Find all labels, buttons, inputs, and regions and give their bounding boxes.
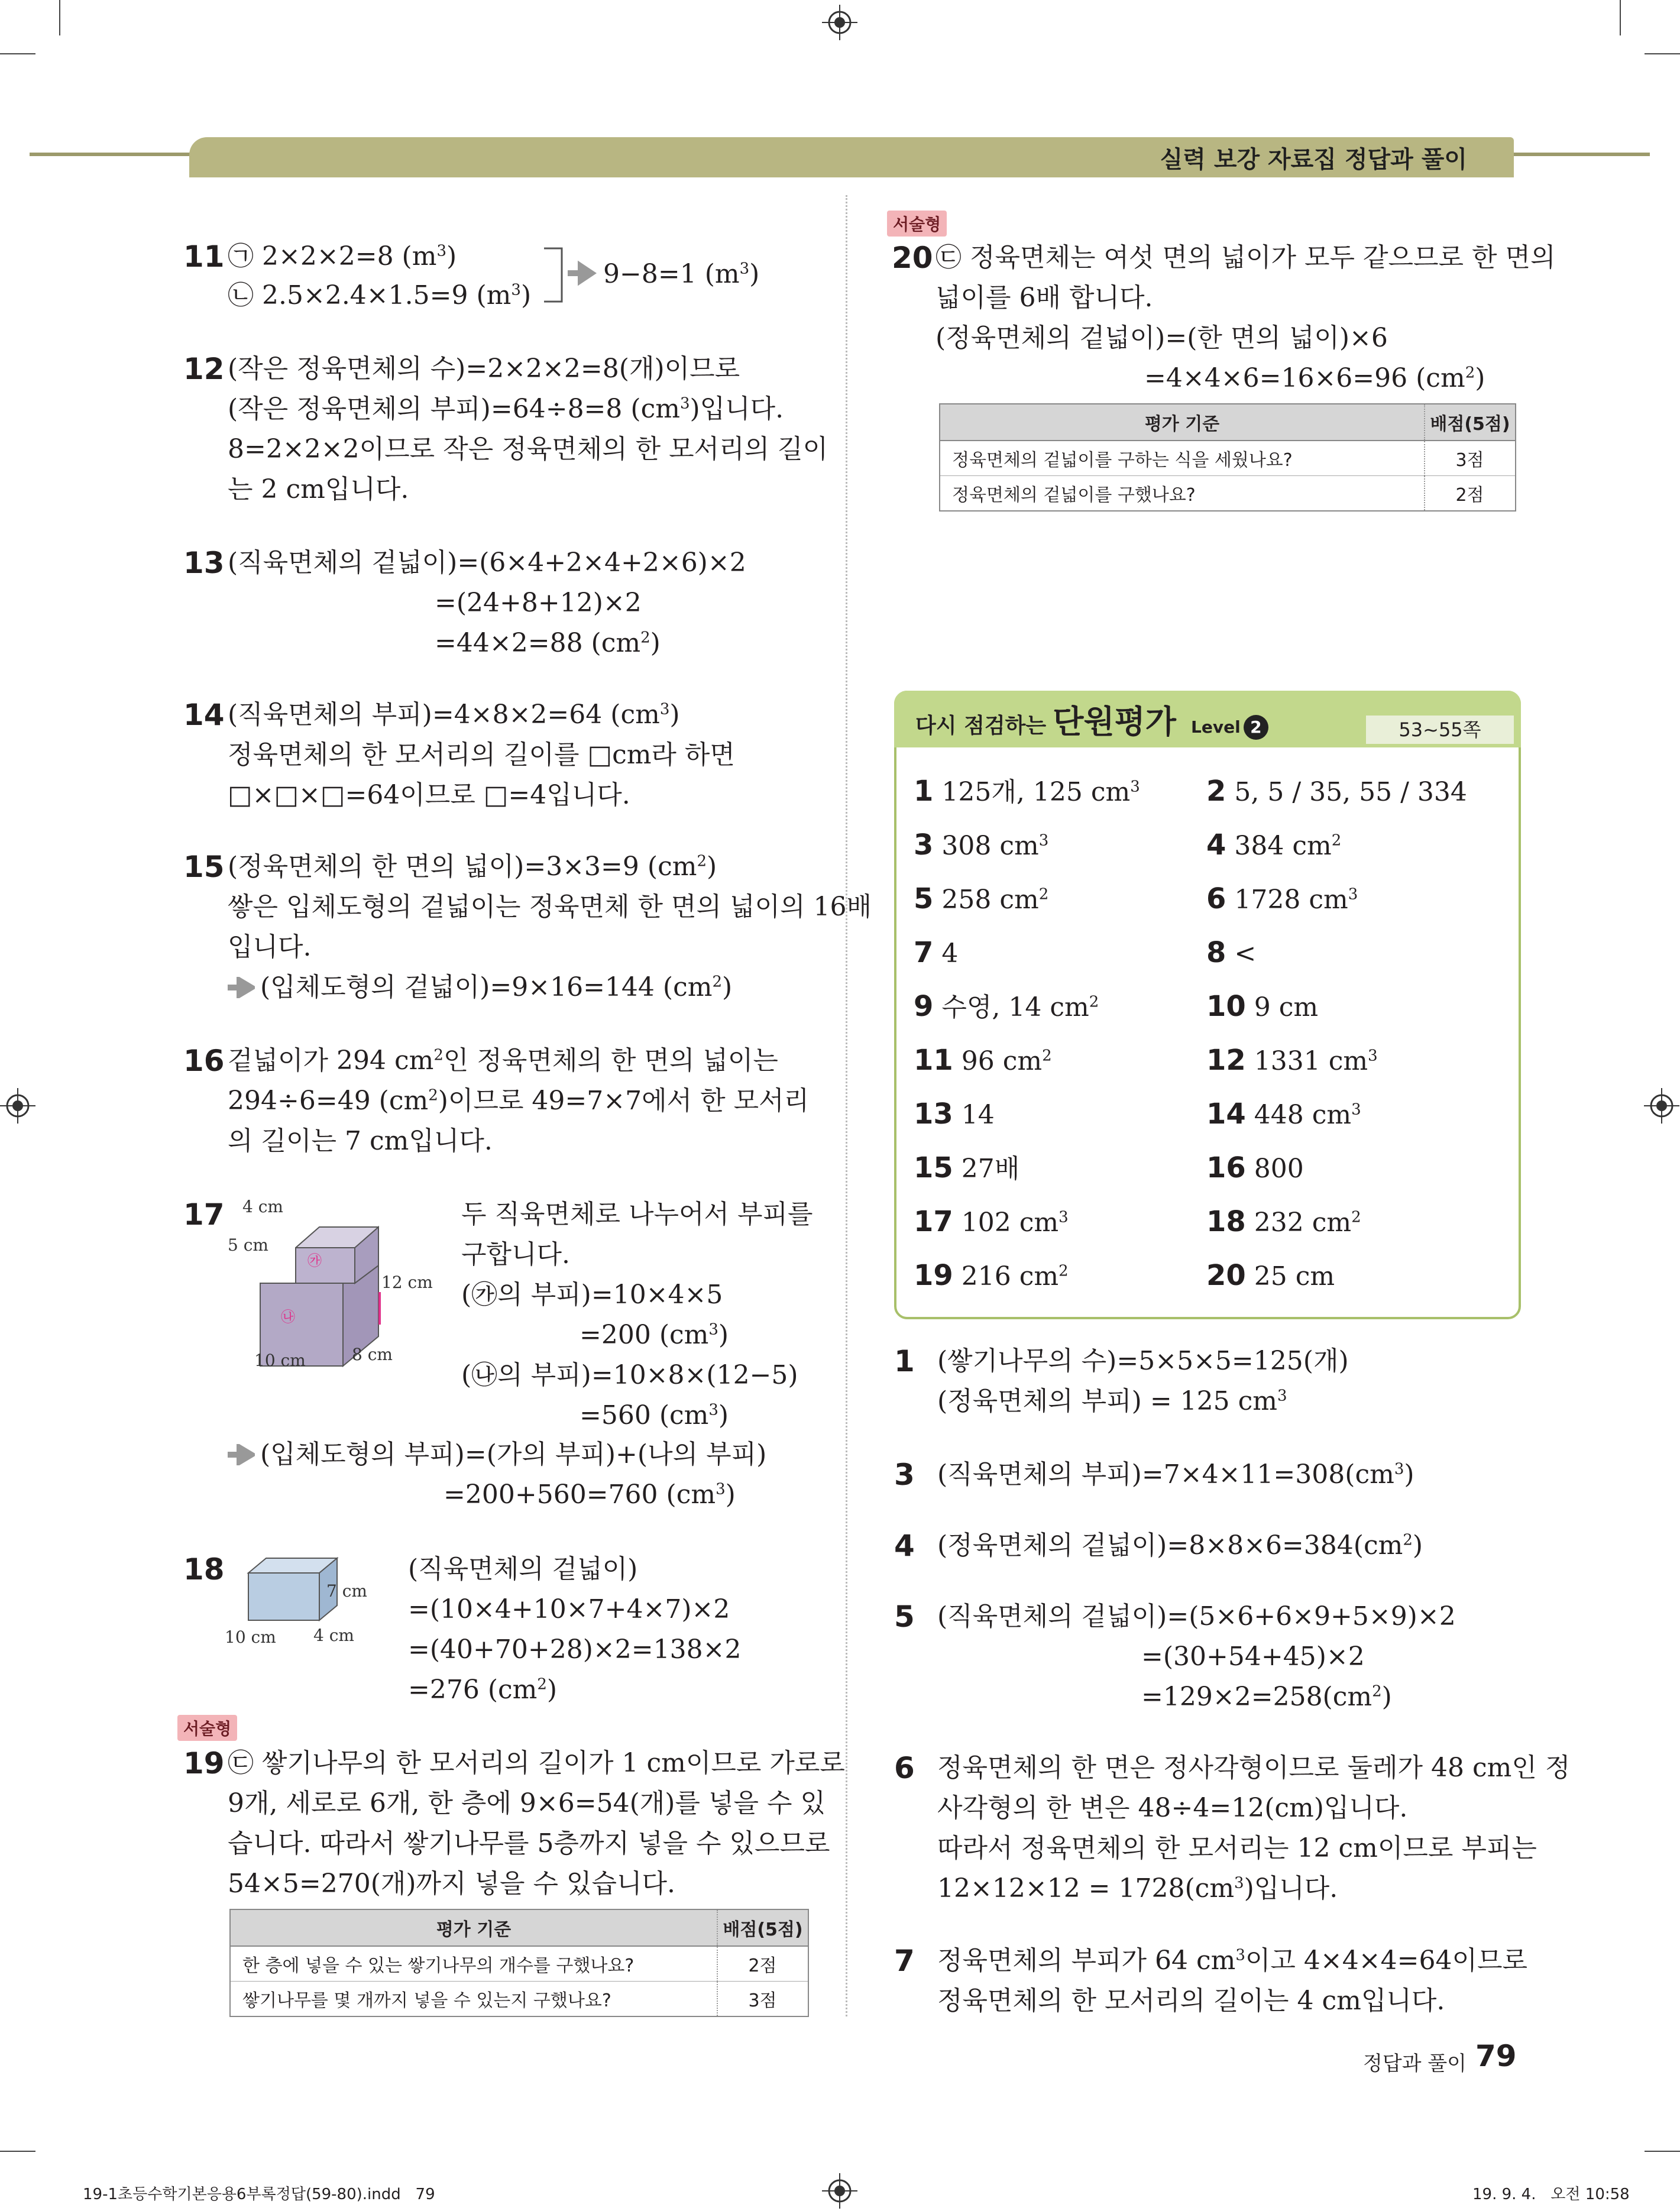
unit-answer-value: 4 <box>941 938 959 969</box>
unit-answer <box>914 933 958 974</box>
unit-answer-number: 14 <box>1206 1098 1246 1131</box>
answer-line: 구합니다. <box>461 1239 571 1270</box>
unit-answer <box>914 986 1099 1028</box>
solution-number: 1 <box>894 1344 915 1378</box>
unit-answer-number: 19 <box>914 1259 953 1292</box>
crop-mark <box>59 0 60 35</box>
unit-answer <box>914 1255 1069 1297</box>
unit-answer <box>1206 1202 1361 1243</box>
unit-answer-value: < <box>1234 938 1257 969</box>
crop-mark <box>0 53 35 54</box>
answer-line: (㉯의 부피)=10×8×(12−5) <box>461 1360 798 1390</box>
unit-answer-value: 27배 <box>961 1154 1020 1184</box>
answer-line: 두 직육면체로 나누어서 부피를 <box>461 1199 813 1229</box>
unit-answer-exponent: 2 <box>1038 885 1049 904</box>
answer-line: =(40+70+28)×2=138×2 <box>408 1634 742 1665</box>
unit-answer-value: 448 cm <box>1254 1100 1352 1130</box>
answer-line: 정육면체의 한 모서리의 길이는 4 cm입니다. <box>937 1986 1445 2016</box>
answer-line: =200 $(cm^3)$ <box>580 1320 729 1350</box>
unit-answer-number: 20 <box>1206 1259 1246 1292</box>
unit-answer-exponent: 3 <box>1130 778 1140 796</box>
answer-line: (쌓기나무의 수)=5×5×5=125(개) <box>937 1346 1349 1376</box>
answer-line: 8=2×2×2이므로 작은 정육면체의 한 모서리의 길이 <box>228 434 828 464</box>
answer-line: (정육면체의 겉넓이)$=8\times 8\times 6=384(cm^2)$ <box>937 1530 1423 1561</box>
unit-answer-value: 308 cm <box>941 831 1039 861</box>
answer-line: 의 길이는 7 cm입니다. <box>228 1126 493 1156</box>
unit-answer-number: 17 <box>914 1205 953 1238</box>
arrow-icon <box>228 1444 255 1465</box>
problem-number: 12 <box>183 352 225 386</box>
registration-mark-icon <box>822 5 857 40</box>
unit-answer-value: 125개, 125 cm <box>941 777 1131 807</box>
rubric-criterion: 한 층에 넣을 수 있는 쌓기나무의 개수를 구했나요? <box>230 1946 717 1982</box>
unit-answer <box>1206 879 1358 920</box>
unit-answer-value: 384 cm <box>1234 831 1332 861</box>
unit-answer-number: 12 <box>1206 1044 1246 1077</box>
crop-mark <box>1645 53 1680 54</box>
problem-number: 18 <box>183 1552 225 1587</box>
answer-line: 입니다. <box>228 932 312 962</box>
answer-line: 9개, 세로로 6개, 한 층에 9×6=54(개)를 넣을 수 있 <box>228 1788 826 1818</box>
bracket-arrow-icon <box>544 242 603 307</box>
page-number: 79 <box>1475 2039 1517 2073</box>
unit-answer <box>914 825 1048 866</box>
answer-line: 정육면체의 한 면은 정사각형이므로 둘레가 48 cm인 정 <box>937 1753 1571 1783</box>
header-title: 실력 보강 자료집 정답과 풀이 <box>1160 146 1467 173</box>
unit-answer-value: 14 <box>961 1100 995 1130</box>
descriptive-tag: 서술형 <box>177 1715 237 1741</box>
unit-answer <box>1206 1148 1304 1189</box>
rubric-table <box>939 403 1516 512</box>
figure-label: 4 cm <box>242 1197 283 1216</box>
answer-line: =200+560=760 $(cm^3)$ <box>444 1480 736 1510</box>
figure-label: 10 cm <box>225 1627 276 1647</box>
answer-line: (정육면체의 겉넓이)=(한 면의 넓이)×6 <box>936 323 1388 353</box>
answer-line: 는 2 cm입니다. <box>228 474 409 504</box>
unit-pages: 53~55쪽 <box>1366 716 1514 744</box>
answer-line: =(24+8+12)×2 <box>435 588 642 618</box>
unit-answer-number: 11 <box>914 1044 953 1077</box>
unit-answer-value: 96 cm <box>961 1046 1043 1076</box>
unit-answer-value: 1728 cm <box>1234 885 1348 915</box>
solution-number: 7 <box>894 1944 915 1978</box>
problem-number: 15 <box>183 850 225 884</box>
solution-number: 6 <box>894 1751 915 1785</box>
unit-answer-value: 102 cm <box>961 1208 1059 1238</box>
rubric-score: 2점 <box>717 1946 808 1982</box>
unit-answer-exponent: 3 <box>1038 831 1049 850</box>
problem-number: 11 <box>183 239 225 274</box>
rubric-criterion: 정육면체의 겉넓이를 구하는 식을 세웠나요? <box>940 441 1425 476</box>
rubric-table <box>229 1909 809 2017</box>
problem-number: 20 <box>892 241 933 275</box>
answer-line: 쌓은 입체도형의 겉넓이는 정육면체 한 면의 넓이의 16배 <box>228 892 872 922</box>
answer-line: □×□×□=64이므로 □=4입니다. <box>228 780 630 810</box>
answer-line: (작은 정육면체의 부피)=64÷8=8 $(cm^3)$입니다. <box>228 394 784 424</box>
unit-answer <box>914 1148 1019 1189</box>
rubric-criterion: 정육면체의 겉넓이를 구했나요? <box>940 476 1425 512</box>
unit-answer <box>1206 986 1318 1028</box>
descriptive-tag: 서술형 <box>887 211 947 237</box>
rubric-header: 배점(5점) <box>717 1909 808 1946</box>
answer-line: (정육면체의 한 면의 넓이)=3×3=9 $(cm^2)$ <box>228 852 717 882</box>
unit-answer-exponent: 2 <box>1089 993 1099 1011</box>
answer-line: 사각형의 한 변은 48÷4=12(cm)입니다. <box>937 1793 1408 1823</box>
answer-line: 9−8=1 $(m^3)$ <box>603 259 760 289</box>
answer-line: =560 $(cm^3)$ <box>580 1400 729 1430</box>
crop-mark <box>1620 0 1621 35</box>
rubric-header: 배점(5점) <box>1425 404 1516 441</box>
unit-answer-exponent: 3 <box>1368 1047 1378 1065</box>
unit-answer-exponent: 2 <box>1059 1262 1069 1280</box>
rubric-score: 2점 <box>1425 476 1516 512</box>
figure-label: 12 cm <box>381 1273 433 1292</box>
problem-number: 16 <box>183 1044 225 1078</box>
unit-answer <box>1206 1040 1378 1082</box>
solution-number: 4 <box>894 1529 915 1563</box>
unit-answer-exponent: 2 <box>1351 1208 1361 1226</box>
answer-line: (㉮의 부피)=10×4×5 <box>461 1280 723 1310</box>
answer-line: 습니다. 따라서 쌓기나무를 5층까지 넣을 수 있으므로 <box>228 1828 830 1859</box>
answer-line: ㉡ 2.5×2.4×1.5=9 $(m^3)$ <box>228 280 532 310</box>
footer-label: 정답과 풀이 <box>1363 2052 1467 2076</box>
answer-line: 54×5=270(개)까지 넣을 수 있습니다. <box>228 1869 676 1899</box>
unit-answer <box>1206 933 1256 974</box>
answer-line: (직육면체의 부피)=4×8×2=64 $(cm^3)$ <box>228 700 680 730</box>
unit-answer-value: 9 cm <box>1254 992 1319 1022</box>
answer-line: 따라서 정육면체의 한 모서리는 12 cm이므로 부피는 <box>937 1833 1537 1863</box>
answer-line: =276 $(cm^2)$ <box>408 1675 558 1705</box>
crop-mark <box>1645 2151 1680 2152</box>
unit-answer-number: 16 <box>1206 1151 1246 1184</box>
unit-answer-number: 13 <box>914 1098 953 1131</box>
figure-label: 8 cm <box>352 1345 393 1364</box>
unit-answer <box>1206 771 1467 812</box>
rubric-score: 3점 <box>717 1982 808 2017</box>
unit-answer <box>914 879 1048 920</box>
unit-answer <box>914 771 1140 812</box>
figure-label: 7 cm <box>326 1581 367 1601</box>
problem-number: 13 <box>183 546 225 580</box>
figure-label: 4 cm <box>313 1626 354 1645</box>
unit-answer-number: 9 <box>914 990 934 1023</box>
figure-label: ㉮ <box>307 1252 322 1269</box>
answer-line: (직육면체의 겉넓이)=(5×6+6×9+5×9)×2 <box>937 1601 1456 1631</box>
unit-answer-number: 7 <box>914 936 934 969</box>
column-divider <box>846 195 847 2016</box>
unit-title <box>915 697 1268 742</box>
answer-line: =4×4×6=16×6=96 $(cm^2)$ <box>1144 363 1485 393</box>
unit-answer-value: 25 cm <box>1254 1261 1335 1291</box>
unit-answer-number: 4 <box>1206 828 1226 862</box>
unit-answer-number: 15 <box>914 1151 953 1184</box>
unit-answer-number: 6 <box>1206 882 1226 915</box>
answer-line: (작은 정육면체의 수)=2×2×2=8(개)이므로 <box>228 354 740 384</box>
answer-line: =(30+54+45)×2 <box>1141 1642 1365 1672</box>
unit-answer-number: 1 <box>914 775 934 808</box>
unit-answer-number: 10 <box>1206 990 1246 1023</box>
rubric-criterion: 쌓기나무를 몇 개까지 넣을 수 있는지 구했나요? <box>230 1982 717 2017</box>
unit-answer-value: 5, 5 / 35, 55 / 334 <box>1234 777 1467 807</box>
arrow-icon <box>228 977 255 998</box>
problem-number: 19 <box>183 1746 225 1781</box>
unit-answer-value: 216 cm <box>961 1261 1059 1291</box>
unit-answer-exponent: 3 <box>1059 1208 1069 1226</box>
unit-answer-exponent: 2 <box>1331 831 1342 850</box>
problem-number: 14 <box>183 698 225 732</box>
figure-label: 5 cm <box>228 1235 268 1255</box>
unit-answer-number: 18 <box>1206 1205 1246 1238</box>
unit-answer-exponent: 2 <box>1042 1047 1052 1065</box>
answer-line: (직육면체의 부피)$=7\times 4\times 11=308(cm^3)$ <box>937 1459 1414 1490</box>
figure-label: 10 cm <box>254 1351 306 1370</box>
footer-file: 19-1초등수학기본응용6부록정답(59-80).indd 79 <box>83 2186 435 2203</box>
registration-mark-icon <box>822 2173 857 2209</box>
footer-date: 19. 9. 4. 오전 10:58 <box>1472 2186 1630 2203</box>
rubric-score: 3점 <box>1425 441 1516 476</box>
answer-line: $12\times 12\times 12 = 1728(cm^3)$입니다. <box>937 1873 1338 1904</box>
registration-mark-icon <box>0 1088 35 1124</box>
unit-answer <box>914 1202 1069 1243</box>
unit-answer <box>914 1094 995 1135</box>
cuboid-figure <box>225 1549 390 1650</box>
unit-answer <box>1206 1094 1361 1135</box>
answer-line: (입체도형의 부피)=(가의 부피)+(나의 부피) <box>260 1439 767 1469</box>
answer-line: ㉠ 2×2×2=8 $(m^3)$ <box>228 241 457 271</box>
answer-line: $=129\times 2=258(cm^2)$ <box>1141 1682 1392 1712</box>
unit-answer-number: 2 <box>1206 775 1226 808</box>
answer-line: 정육면체의 한 모서리의 길이를 □cm라 하면 <box>228 740 735 770</box>
unit-answer-value: 1331 cm <box>1254 1046 1368 1076</box>
unit-answer-value: 258 cm <box>941 885 1039 915</box>
answer-line: 정육면체의 부피가 64 $cm^3$이고 4×4×4=64이므로 <box>937 1945 1527 1976</box>
answer-line: (입체도형의 겉넓이)=9×16=144 $(cm^2)$ <box>260 972 733 1002</box>
answer-line: =44×2=88 $(cm^2)$ <box>435 628 661 658</box>
unit-answer-number: 5 <box>914 882 934 915</box>
unit-answer-number: 3 <box>914 828 934 862</box>
unit-answer <box>1206 825 1341 866</box>
answer-line: 겉넓이가 294 $cm^2$인 정육면체의 한 면의 넓이는 <box>228 1045 778 1076</box>
answer-line: ㉢ 정육면체는 여섯 면의 넓이가 모두 같으므로 한 면의 <box>936 242 1556 273</box>
unit-answer-exponent: 3 <box>1351 1100 1361 1119</box>
rubric-header: 평가 기준 <box>940 404 1425 441</box>
unit-answer <box>1206 1255 1335 1297</box>
answer-line: (직육면체의 겉넓이)=(6×4+2×4+2×6)×2 <box>228 548 746 578</box>
answer-line: (직육면체의 겉넓이) <box>408 1554 638 1584</box>
registration-mark-icon <box>1644 1088 1679 1124</box>
answer-line: ㉢ 쌓기나무의 한 모서리의 길이가 1 cm이므로 가로로 <box>228 1748 845 1778</box>
unit-answer <box>914 1040 1052 1082</box>
solution-number: 3 <box>894 1458 915 1492</box>
unit-title-main: 단원평가 <box>1053 703 1176 740</box>
unit-answer-number: 8 <box>1206 936 1226 969</box>
answer-line: 294÷6=49 $(cm^2)$이므로 49=7×7에서 한 모서리 <box>228 1086 810 1116</box>
answer-line: =(10×4+10×7+4×7)×2 <box>408 1594 730 1624</box>
answer-line: 넓이를 6배 합니다. <box>936 283 1153 313</box>
unit-answer-value: 수영, 14 cm <box>941 992 1089 1022</box>
stepped-solid-figure <box>225 1194 449 1390</box>
unit-answer-value: 232 cm <box>1254 1208 1352 1238</box>
answer-line: (정육면체의 부피) = 125 $cm^3$ <box>937 1386 1287 1416</box>
unit-answer-value: 800 <box>1254 1154 1304 1184</box>
unit-level: Level <box>1191 717 1241 737</box>
crop-mark <box>0 2151 35 2152</box>
figure-label: ㉯ <box>281 1309 295 1325</box>
solution-number: 5 <box>894 1600 915 1634</box>
unit-answer-exponent: 3 <box>1348 885 1358 904</box>
problem-number: 17 <box>183 1197 225 1232</box>
unit-title-pre: 다시 점검하는 <box>915 714 1047 738</box>
unit-level-number: 2 <box>1244 715 1268 740</box>
rubric-header: 평가 기준 <box>230 1909 717 1946</box>
